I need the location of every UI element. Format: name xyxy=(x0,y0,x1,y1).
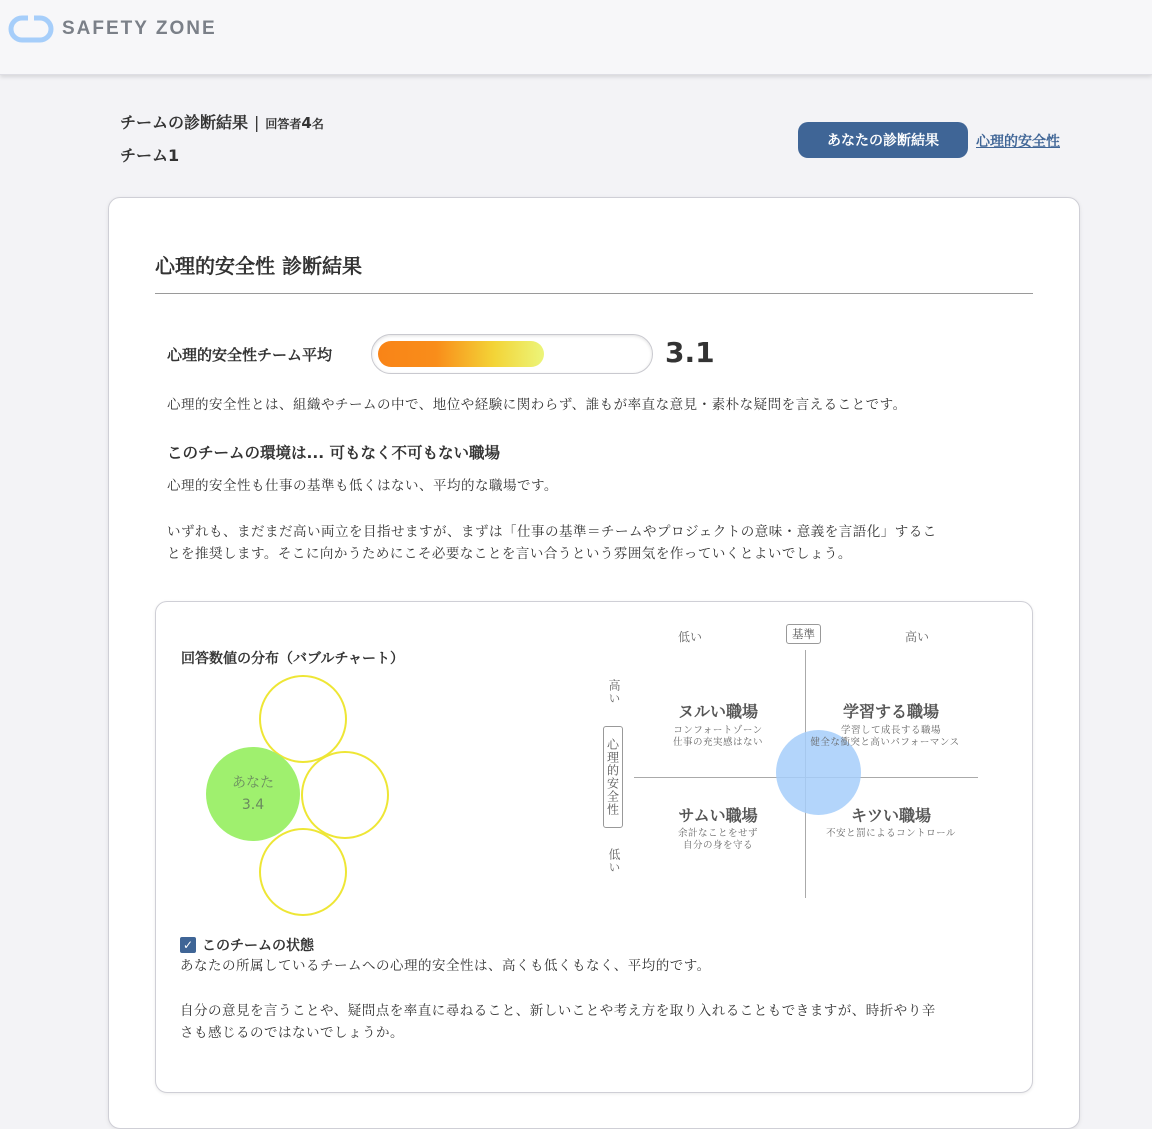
team-average-label: 心理的安全性チーム平均 xyxy=(167,346,333,364)
distribution-panel xyxy=(155,601,1033,1093)
check-icon: ✓ xyxy=(182,938,194,952)
team-average-fill xyxy=(378,341,544,367)
logo-icon xyxy=(8,14,54,44)
definition-text: 心理的安全性とは、組織やチームの中で、地位や経験に関わらず、誰もが率直な意見・素朴な疑問を言えることです。 xyxy=(167,397,907,413)
x-axis-high: 高い xyxy=(905,630,930,644)
team-name: チーム1 xyxy=(120,146,180,165)
team-state-line-2: 自分の意見を言うことや、疑問点を率直に尋ねること、新しいことや考え方を取り入れることもできますが、時折やり辛 xyxy=(180,1003,936,1019)
top-header-bar xyxy=(0,0,1152,75)
bubble-you-label: あなた xyxy=(232,775,274,791)
environment-desc: 心理的安全性も仕事の基準も低くはない、平均的な職場です。 xyxy=(167,478,558,494)
your-result-button[interactable]: あなたの診断結果 xyxy=(798,122,968,158)
quadrant-bl-name: サムい職場 xyxy=(678,806,758,825)
recommendation-line-1: いずれも、まだまだ高い両立を目指せますが、まずは「仕事の基準＝チームやプロジェクトの意味・意義を言語化」するこ xyxy=(167,524,937,540)
respondents-number: 4 xyxy=(301,114,312,132)
page-title xyxy=(120,110,324,133)
y-axis-low: 低い xyxy=(607,848,621,874)
respondents-unit: 名 xyxy=(311,117,324,131)
team-state-checkbox[interactable] xyxy=(180,937,196,953)
title-separator: | xyxy=(254,113,260,132)
y-axis-high: 高い xyxy=(607,679,621,705)
team-state-line-3: さも感じるのではないでしょうか。 xyxy=(180,1025,404,1041)
psychological-safety-link[interactable]: 心理的安全性 xyxy=(976,134,1060,150)
quadrant-tr-desc-2: 健全な衝突と高いパフォーマンス xyxy=(810,737,960,748)
team-state-heading xyxy=(180,935,314,955)
bubble-you-value: 3.4 xyxy=(241,797,265,813)
quadrant-br-name: キツい職場 xyxy=(850,806,931,825)
team-average-value: 3.1 xyxy=(665,336,715,369)
quadrant-tl-desc-2: 仕事の充実感はない xyxy=(672,737,763,748)
bubble-chart-title: 回答数値の分布（バブルチャート） xyxy=(181,651,405,667)
respondents-count xyxy=(265,114,324,132)
safety-zone-logo[interactable] xyxy=(8,14,217,44)
x-axis-low: 低い xyxy=(678,630,703,644)
environment-heading: このチームの環境は... 可もなく不可もない職場 xyxy=(167,444,501,462)
quadrant-bl-desc-1: 余計なことをせず xyxy=(677,828,758,839)
result-card xyxy=(108,197,1080,1129)
team-average-bar xyxy=(371,334,653,374)
quadrant-tl-name: ヌルい職場 xyxy=(677,702,758,721)
quadrant-br-desc-1: 不安と罰によるコントロール xyxy=(826,828,956,839)
quadrant-tl-desc-1: コンフォートゾーン xyxy=(673,725,763,736)
page-title-text: チームの診断結果 xyxy=(120,113,249,132)
quadrant-tr-name: 学習する職場 xyxy=(842,702,939,721)
team-state-line-1: あなたの所属しているチームへの心理的安全性は、高くも低くもなく、平均的です。 xyxy=(180,958,711,974)
y-axis-label: 心理的安全性 xyxy=(603,726,623,828)
quadrant-bl-desc-2: 自分の身を守る xyxy=(682,840,753,851)
quadrant-tr-desc-1: 学習して成長する職場 xyxy=(840,725,941,736)
team-state-heading-text: このチームの状態 xyxy=(202,938,314,954)
card-title: 心理的安全性 診断結果 xyxy=(155,250,1033,294)
recommendation-line-2: とを推奨します。そこに向かうためにこそ必要なことを言い合うという雰囲気を作っていくとよいでしょう。 xyxy=(167,546,852,562)
logo-text: SAFETY ZONE xyxy=(62,18,217,39)
respondents-label: 回答者 xyxy=(265,117,302,131)
x-axis-label: 基準 xyxy=(786,624,821,644)
